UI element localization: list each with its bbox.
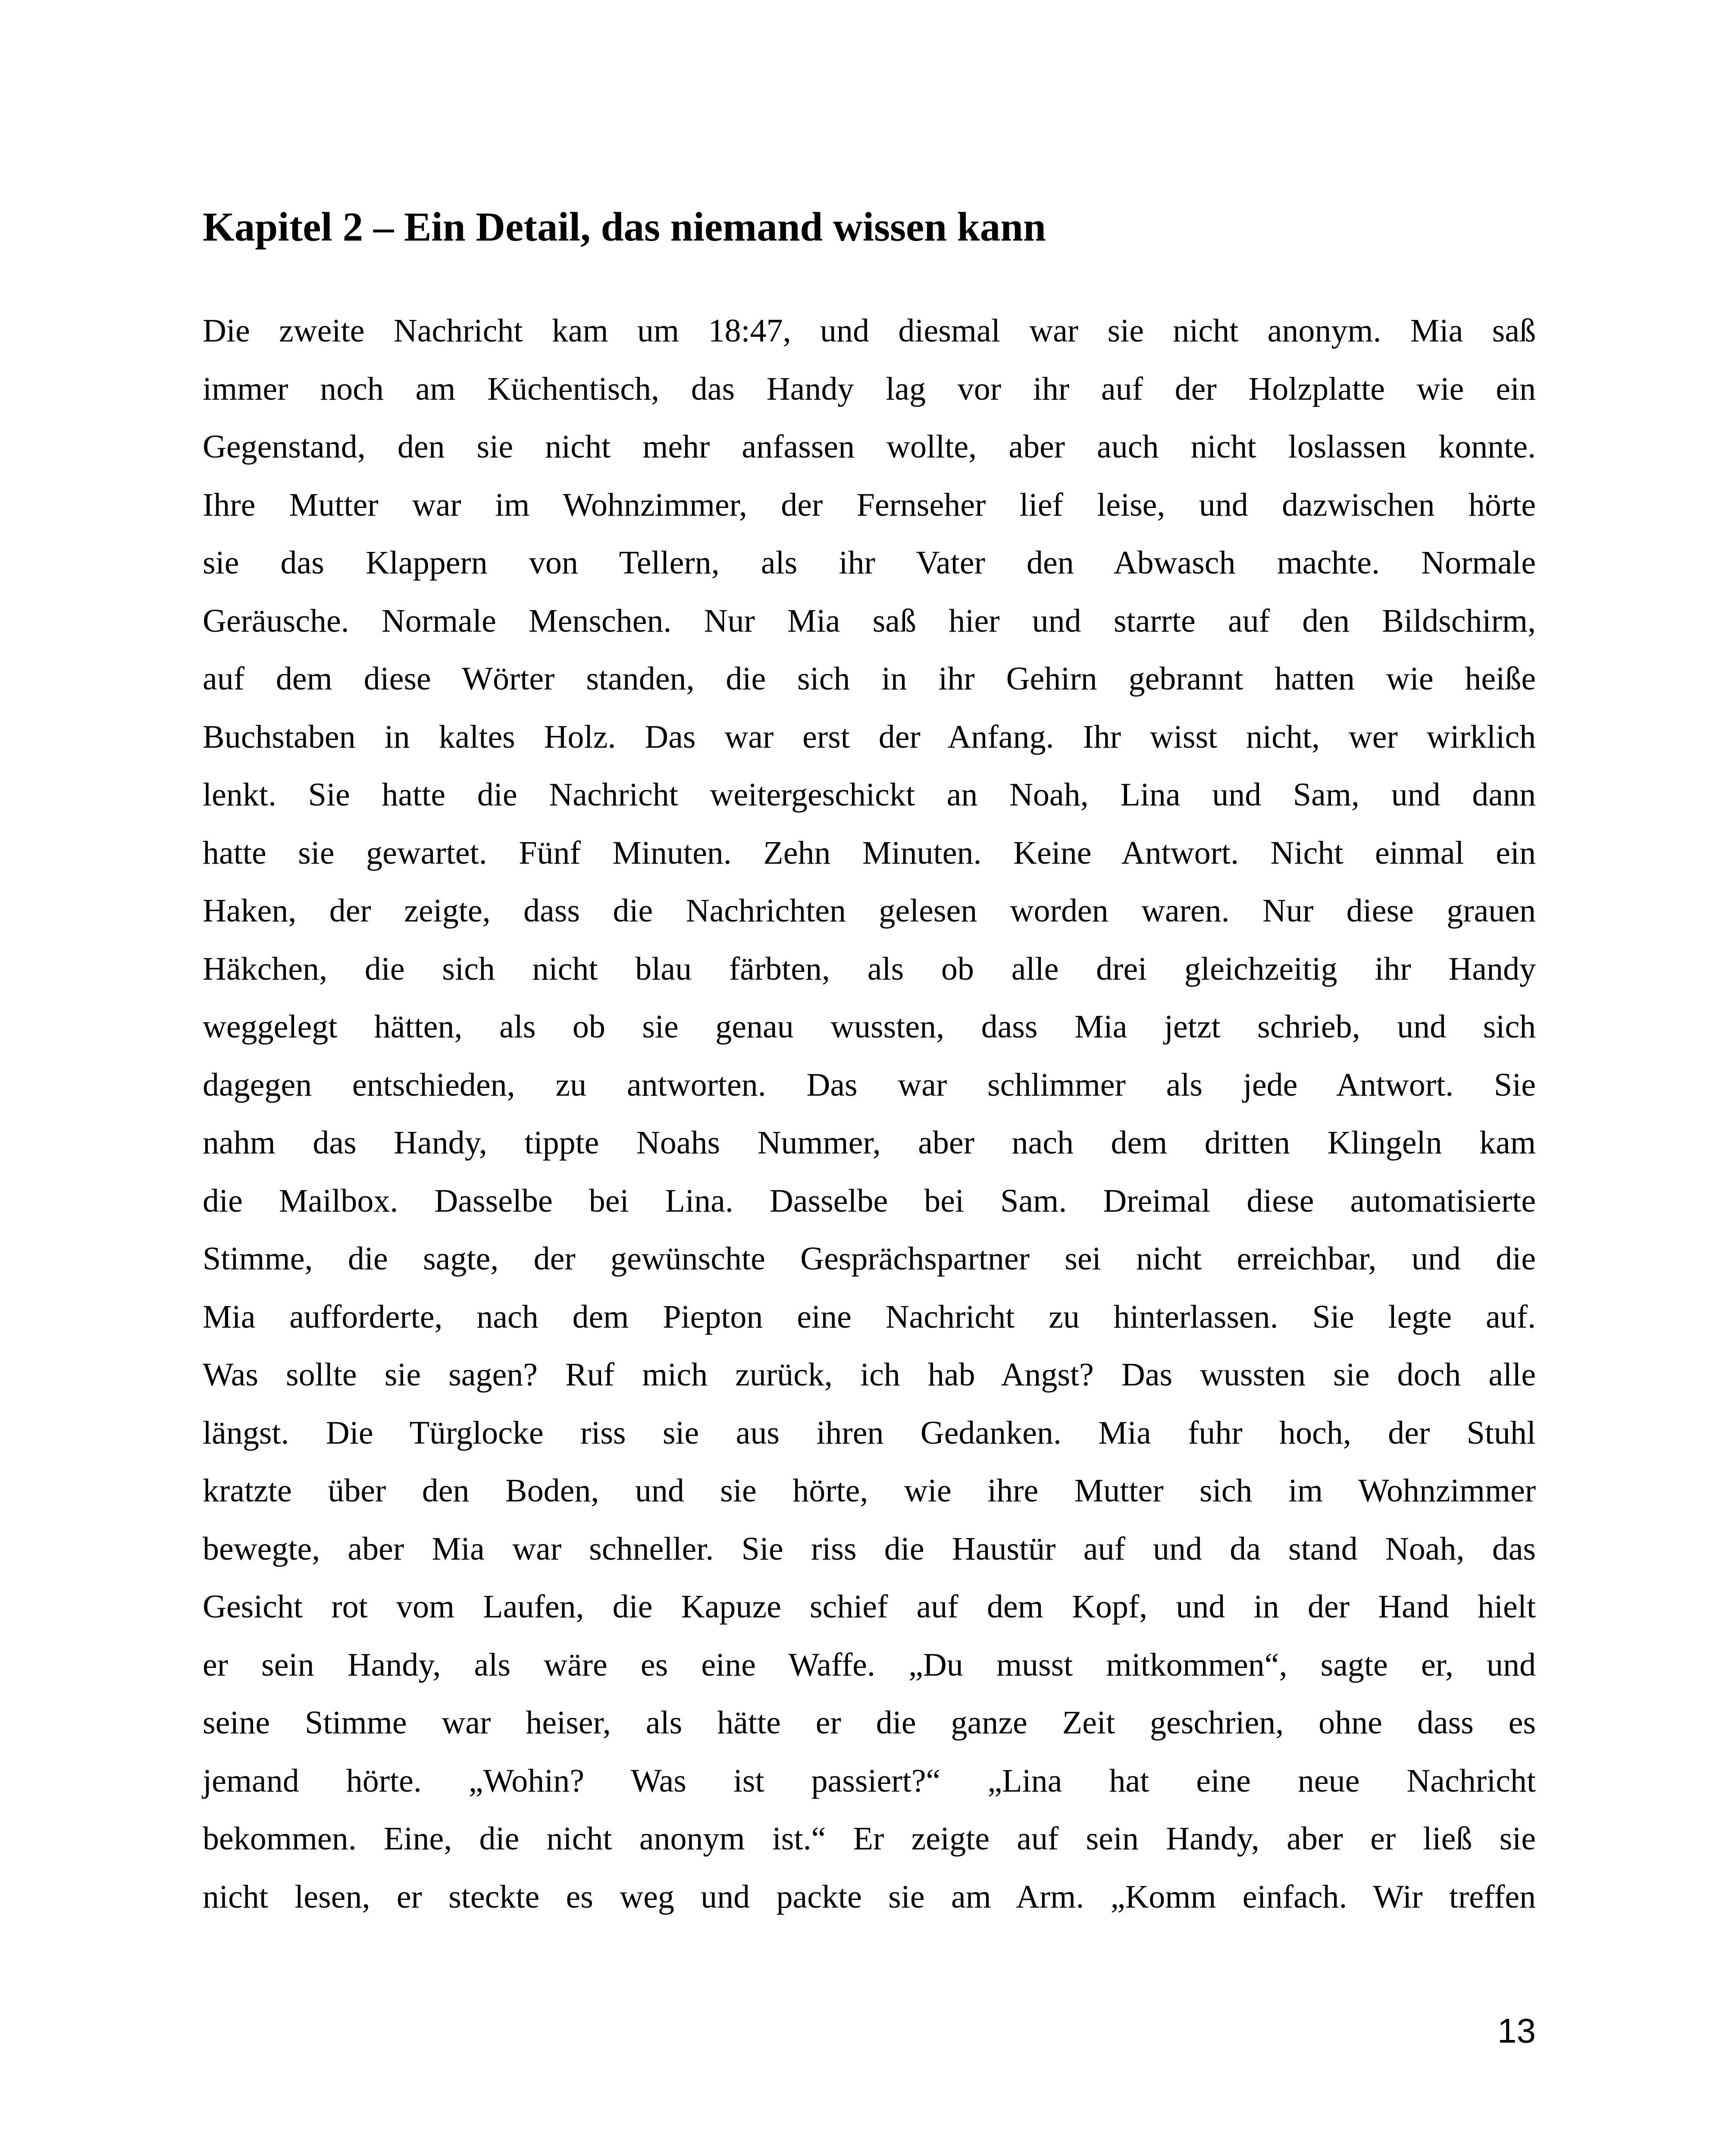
body-line: immer noch am Küchentisch, das Handy lag vor ihr auf der Holzplatte wie ein bbox=[203, 370, 1536, 407]
body-line: lenkt. Sie hatte die Nachricht weitergeschickt an Noah, Lina und Sam, und dann bbox=[203, 777, 1536, 813]
body-line: bekommen. Eine, die nicht anonym ist.“ Er zeigte auf sein Handy, aber er ließ sie bbox=[203, 1821, 1536, 1857]
body-line: hatte sie gewartet. Fünf Minuten. Zehn Minuten. Keine Antwort. Nicht einmal ein bbox=[203, 834, 1536, 871]
body-line: bewegte, aber Mia war schneller. Sie riss die Haustür auf und da stand Noah, das bbox=[203, 1530, 1536, 1567]
body-line: nicht lesen, er steckte es weg und packte sie am Arm. „Komm einfach. Wir treffen bbox=[203, 1878, 1536, 1915]
body-line: dagegen entschieden, zu antworten. Das war schlimmer als jede Antwort. Sie bbox=[203, 1066, 1536, 1103]
body-line: Gegenstand, den sie nicht mehr anfassen wollte, aber auch nicht loslassen konnte. bbox=[203, 429, 1536, 465]
body-line: Häkchen, die sich nicht blau färbten, als ob alle drei gleichzeitig ihr Handy bbox=[203, 950, 1536, 987]
body-line: Was sollte sie sagen? Ruf mich zurück, ich hab Angst? Das wussten sie doch alle bbox=[203, 1357, 1536, 1393]
body-line: seine Stimme war heiser, als hätte er die ganze Zeit geschrien, ohne dass es bbox=[203, 1705, 1536, 1741]
page-number: 13 bbox=[1497, 2012, 1536, 2050]
body-line: Ihre Mutter war im Wohnzimmer, der Fernseher lief leise, und dazwischen hörte bbox=[203, 486, 1536, 523]
chapter-title: Kapitel 2 – Ein Detail, das niemand wissen kann bbox=[203, 204, 1046, 250]
chapter-body-text bbox=[203, 302, 1536, 1926]
body-line: sie das Klappern von Tellern, als ihr Vater den Abwasch machte. Normale bbox=[203, 545, 1536, 581]
body-line: jemand hörte. „Wohin? Was ist passiert?“ „Lina hat eine neue Nachricht bbox=[203, 1762, 1536, 1799]
body-line: die Mailbox. Dasselbe bei Lina. Dasselbe bei Sam. Dreimal diese automatisierte bbox=[203, 1182, 1536, 1219]
body-line: Geräusche. Normale Menschen. Nur Mia saß hier und starrte auf den Bildschirm, bbox=[203, 602, 1536, 639]
body-line: Buchstaben in kaltes Holz. Das war erst der Anfang. Ihr wisst nicht, wer wirklich bbox=[203, 718, 1536, 755]
body-line: kratzte über den Boden, und sie hörte, wie ihre Mutter sich im Wohnzimmer bbox=[203, 1473, 1536, 1509]
body-line: Haken, der zeigte, dass die Nachrichten gelesen worden waren. Nur diese grauen bbox=[203, 893, 1536, 929]
body-line: nahm das Handy, tippte Noahs Nummer, aber nach dem dritten Klingeln kam bbox=[203, 1125, 1536, 1161]
body-line: auf dem diese Wörter standen, die sich in ihr Gehirn gebrannt hatten wie heiße bbox=[203, 661, 1536, 697]
body-line: Die zweite Nachricht kam um 18:47, und diesmal war sie nicht anonym. Mia saß bbox=[203, 313, 1536, 349]
body-line: Stimme, die sagte, der gewünschte Gesprächspartner sei nicht erreichbar, und die bbox=[203, 1241, 1536, 1277]
body-line: Mia aufforderte, nach dem Piepton eine Nachricht zu hinterlassen. Sie legte auf. bbox=[203, 1298, 1536, 1335]
body-line: er sein Handy, als wäre es eine Waffe. „Du musst mitkommen“, sagte er, und bbox=[203, 1646, 1536, 1683]
body-line: weggelegt hätten, als ob sie genau wussten, dass Mia jetzt schrieb, und sich bbox=[203, 1009, 1536, 1045]
body-line: längst. Die Türglocke riss sie aus ihren Gedanken. Mia fuhr hoch, der Stuhl bbox=[203, 1414, 1536, 1451]
body-line: Gesicht rot vom Laufen, die Kapuze schief auf dem Kopf, und in der Hand hielt bbox=[203, 1589, 1536, 1625]
